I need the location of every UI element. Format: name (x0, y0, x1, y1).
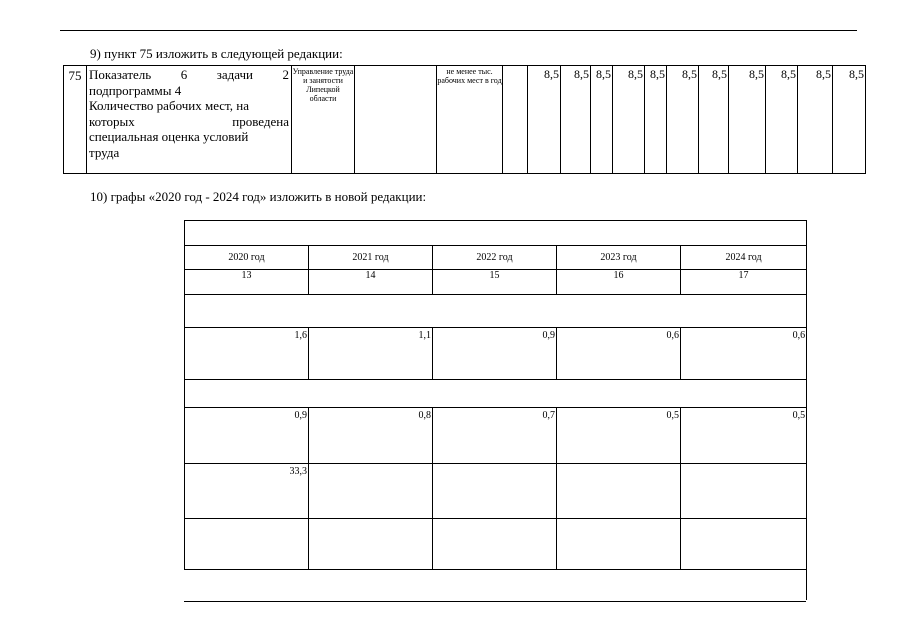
blank-row (185, 570, 807, 601)
year-header: 2021 год (309, 246, 433, 270)
value-cell: 0,8 (309, 408, 433, 464)
value-cell: 8,5 (798, 66, 833, 174)
unit-cell: не менее тыс. рабочих мест в год (437, 66, 503, 174)
value-cell: 8,5 (766, 66, 798, 174)
column-number: 13 (185, 270, 309, 295)
table-row (185, 221, 807, 246)
value-cell: 8,5 (667, 66, 699, 174)
description-line: специальная оценка условий (89, 129, 249, 144)
value-cell (681, 519, 807, 570)
value-cell: 0,5 (557, 408, 681, 464)
value-cell: 0,9 (433, 328, 557, 380)
column-number: 14 (309, 270, 433, 295)
value-cell: 8,5 (591, 66, 613, 174)
value-cell: 8,5 (833, 66, 866, 174)
value-cell (681, 464, 807, 519)
page-top-rule (60, 30, 857, 31)
table-row (185, 519, 807, 570)
header-row (185, 246, 807, 270)
table-row (185, 295, 807, 328)
table-row (185, 380, 807, 408)
value-cell (433, 519, 557, 570)
column-number: 15 (433, 270, 557, 295)
value-cell: 1,6 (185, 328, 309, 380)
value-cell (309, 464, 433, 519)
value-cell: 33,3 (185, 464, 309, 519)
value-cell: 1,1 (309, 328, 433, 380)
value-cell: 0,6 (557, 328, 681, 380)
blank-row (185, 295, 807, 328)
value-cell (185, 519, 309, 570)
value-cell: 0,6 (681, 328, 807, 380)
table-row (185, 408, 807, 464)
description-line: которых проведена (89, 113, 289, 129)
year-header: 2024 год (681, 246, 807, 270)
empty-cell (503, 66, 528, 174)
indicator-description (87, 66, 292, 174)
value-cell: 8,5 (561, 66, 591, 174)
section-10-table (184, 220, 807, 600)
empty-cell (355, 66, 437, 174)
description-line: труда (89, 144, 120, 160)
value-cell: 8,5 (645, 66, 667, 174)
row-number: 75 (64, 66, 87, 174)
value-cell: 8,5 (729, 66, 766, 174)
blank-row (185, 221, 807, 246)
table-row (185, 570, 807, 601)
table-row (64, 66, 866, 174)
value-cell: 0,7 (433, 408, 557, 464)
year-header: 2020 год (185, 246, 309, 270)
table-bottom-rule (184, 601, 806, 602)
table-row (185, 328, 807, 380)
value-cell: 0,5 (681, 408, 807, 464)
value-cell: 8,5 (613, 66, 645, 174)
section-9-table (63, 65, 866, 174)
value-cell: 8,5 (699, 66, 729, 174)
value-cell (557, 464, 681, 519)
value-cell (309, 519, 433, 570)
description-line: Количество рабочих мест, на (89, 98, 249, 113)
value-cell (433, 464, 557, 519)
table-row (185, 464, 807, 519)
description-line: Показатель 6 задачи 2 (89, 67, 289, 82)
column-number: 16 (557, 270, 681, 295)
column-number-row (185, 270, 807, 295)
blank-row (185, 380, 807, 408)
description-line: подпрограммы 4 (89, 82, 182, 98)
year-header: 2023 год (557, 246, 681, 270)
executor-cell: Управление труда и занятости Липецкой области (292, 66, 355, 174)
value-cell: 0,9 (185, 408, 309, 464)
year-header: 2022 год (433, 246, 557, 270)
section-10-heading: 10) графы «2020 год - 2024 год» изложить в новой редакции: (90, 189, 427, 204)
value-cell (557, 519, 681, 570)
value-cell: 8,5 (528, 66, 561, 174)
column-number: 17 (681, 270, 807, 295)
section-9-heading: 9) пункт 75 изложить в следующей редакции: (90, 46, 343, 61)
